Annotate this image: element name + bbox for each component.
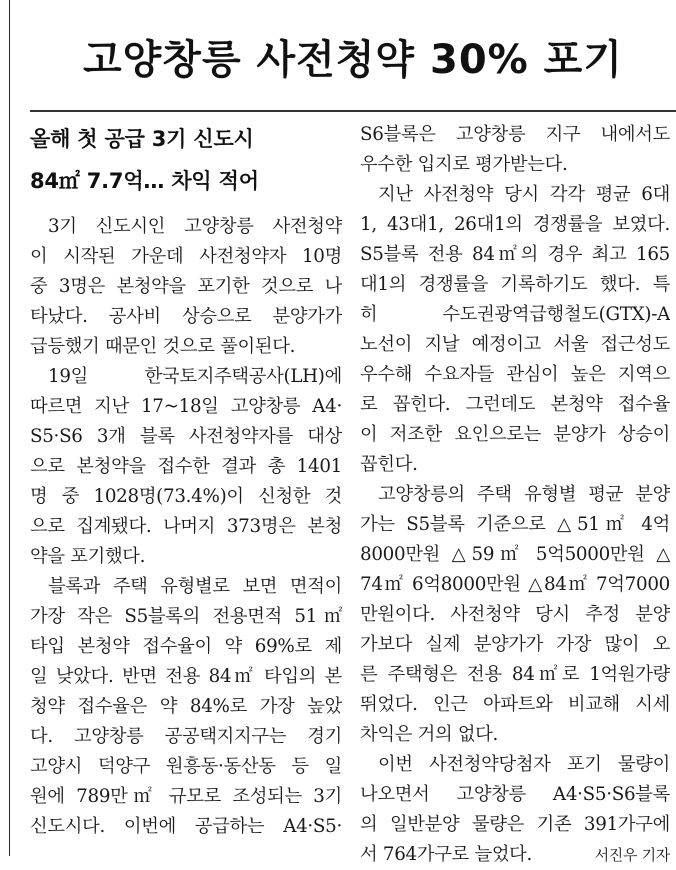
article-subheadline bbox=[30, 118, 342, 202]
article-right-column bbox=[360, 120, 670, 870]
body-line: 대1의 경쟁률을 기록하기도 했다. 특 bbox=[360, 274, 670, 295]
reporter-byline: 서진우 기자 bbox=[594, 846, 670, 864]
body-line: 8000만원 △59㎡ 5억5000만원 △ bbox=[360, 544, 670, 565]
body-line: 차익은 거의 없다. bbox=[360, 724, 499, 745]
body-line: 지난 사전청약 당시 각각 평균 6대 bbox=[378, 184, 670, 205]
subheadline-line: 84㎡ 7.7억… 차익 적어 bbox=[30, 169, 259, 193]
body-line: S5·S6 3개 블록 사전청약자를 대상 bbox=[30, 426, 342, 447]
body-line: 만원이다. 사전청약 당시 추정 분양 bbox=[360, 604, 670, 625]
body-line: 우수한 입지로 평가받는다. bbox=[360, 154, 568, 175]
body-line: 일 낮았다. 반면 전용 84㎡ 타입의 본 bbox=[30, 666, 342, 687]
body-line: 3기 신도시인 고양창릉 사전청약 bbox=[48, 216, 342, 237]
body-line: 가보다 실제 분양가가 가장 많이 오 bbox=[360, 634, 670, 655]
body-line: 급등했기 때문인 것으로 풀이된다. bbox=[30, 336, 296, 357]
body-text-left bbox=[30, 212, 342, 842]
page-left-border bbox=[9, 0, 10, 856]
body-line: 히 수도권광역급행철도(GTX)-A bbox=[360, 304, 670, 325]
body-line: 른 주택형은 전용 84㎡로 1억원가량 bbox=[360, 664, 670, 685]
body-line: 타입 본청약 접수율이 약 69%로 제 bbox=[30, 636, 342, 657]
body-line: 가장 작은 S5블록의 전용면적 51㎡ bbox=[30, 606, 342, 627]
body-line: 다. 고양창릉 공공택지지구는 경기 bbox=[30, 726, 342, 747]
body-line: 따르면 지난 17~18일 고양창릉 A4· bbox=[30, 396, 342, 417]
body-line: 고양시 덕양구 원흥동·동산동 등 일 bbox=[30, 756, 342, 777]
body-line: 으로 집계됐다. 나머지 373명은 본청 bbox=[30, 516, 342, 537]
body-line: 의 일반분양 물량은 기존 391가구에 bbox=[360, 814, 670, 835]
body-line: 뛰었다. 인근 아파트와 비교해 시세 bbox=[360, 694, 670, 715]
body-line: S5블록 전용 84㎡의 경우 최고 165 bbox=[360, 244, 670, 265]
body-line: 우수해 수요자들 관심이 높은 지역으 bbox=[360, 364, 670, 385]
headline-divider bbox=[30, 110, 676, 112]
body-line: 원에 789만㎡ 규모로 조성되는 3기 bbox=[30, 786, 342, 807]
body-line: 약을 포기했다. bbox=[30, 546, 146, 567]
body-line-final bbox=[360, 840, 670, 870]
body-line: 1, 43대1, 26대1의 경쟁률을 보였다. bbox=[360, 214, 670, 235]
body-line: 블록과 주택 유형별로 보면 면적이 bbox=[48, 576, 342, 597]
body-line: S6블록은 고양창릉 지구 내에서도 bbox=[360, 124, 670, 145]
body-line: 노선이 지날 예정이고 서울 접근성도 bbox=[360, 334, 670, 355]
article-headline: 고양창릉 사전청약 30% 포기 bbox=[83, 36, 623, 83]
article-left-column bbox=[30, 118, 342, 842]
body-line: 로 꼽힌다. 그런데도 본청약 접수율 bbox=[360, 394, 670, 415]
body-line: 타났다. 공사비 상승으로 분양가가 bbox=[30, 306, 342, 327]
body-line: 이 저조한 요인으로는 분양가 상승이 bbox=[360, 424, 670, 445]
subheadline-line: 올해 첫 공급 3기 신도시 bbox=[30, 127, 254, 151]
body-line: 가는 S5블록 기준으로 △51㎡ 4억 bbox=[360, 514, 670, 535]
body-line: 나오면서 고양창릉 A4·S5·S6블록 bbox=[360, 784, 670, 805]
body-line: 이번 사전청약당첨자 포기 물량이 bbox=[378, 754, 670, 775]
body-line: 19일 한국토지주택공사(LH)에 bbox=[48, 366, 342, 387]
body-line-text: 서 764가구로 늘었다. bbox=[360, 844, 533, 865]
body-line: 명 중 1028명(73.4%)이 신청한 것 bbox=[30, 486, 342, 507]
body-line: 꼽힌다. bbox=[360, 454, 418, 475]
body-line: 74㎡ 6억8000만원 △84㎡ 7억7000 bbox=[360, 574, 670, 595]
body-line: 으로 본청약을 접수한 결과 총 1401 bbox=[30, 456, 342, 477]
body-line: 청약 접수율은 약 84%로 가장 높았 bbox=[30, 696, 342, 717]
body-line: 고양창릉의 주택 유형별 평균 분양 bbox=[378, 484, 670, 505]
body-line: 이 시작된 가운데 사전청약자 10명 bbox=[30, 246, 342, 267]
body-line: 신도시다. 이번에 공급하는 A4·S5· bbox=[30, 816, 342, 837]
body-line: 중 3명은 본청약을 포기한 것으로 나 bbox=[30, 276, 342, 297]
